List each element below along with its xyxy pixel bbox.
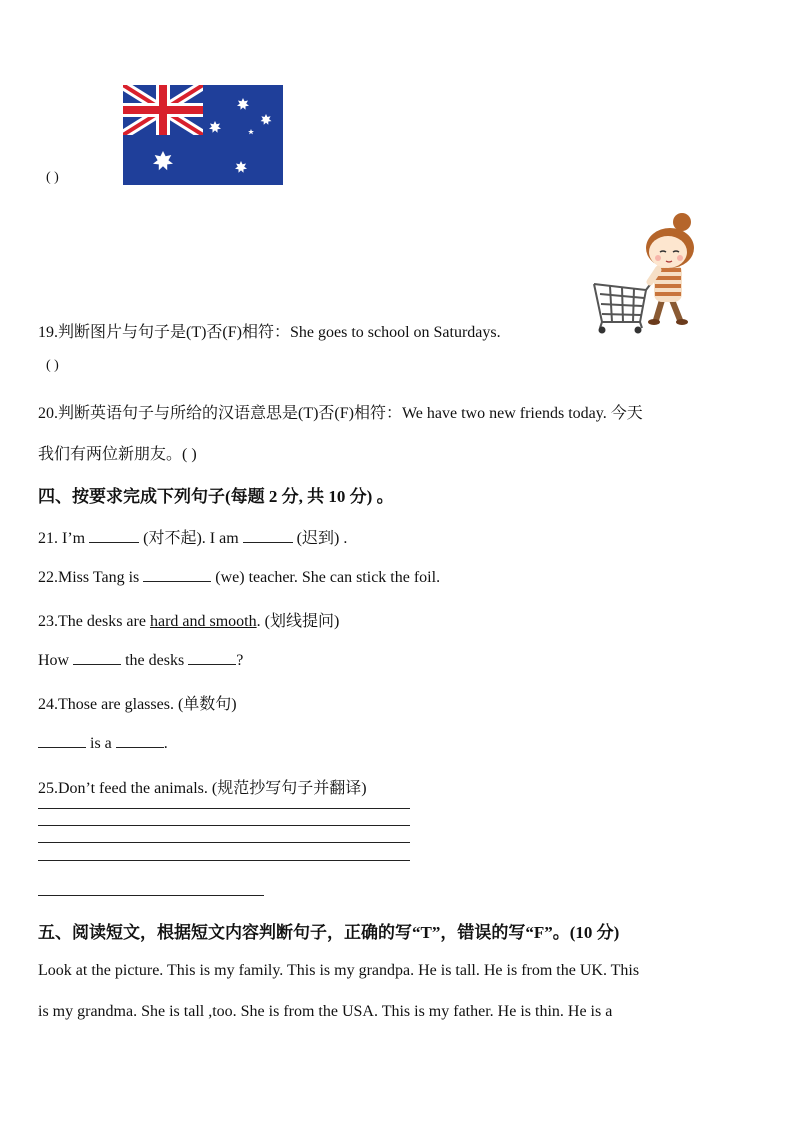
passage-line-2: is my grandma. She is tall ,too. She is from the USA. This is my father. He is thin. He is a (38, 1003, 613, 1020)
q23-answer-b: the desks (125, 652, 185, 669)
q21-blank-2[interactable] (243, 528, 293, 543)
q23-part-b: . (划线提问) (256, 613, 340, 630)
question-21 (38, 525, 347, 548)
q23-answer-c: ? (236, 652, 244, 669)
q23-blank-1[interactable] (73, 650, 121, 665)
question-23 (38, 608, 339, 631)
question-22 (38, 567, 440, 587)
question-25: 25.Don’t feed the animals. (规范抄写句子并翻译) (38, 780, 367, 797)
question-19-answer-bracket[interactable]: ( ) (46, 358, 59, 373)
copy-line-1[interactable] (38, 808, 410, 809)
q21-part-c: (迟到) . (296, 530, 348, 547)
question-20-line-2: 我们有两位新朋友。( ) (38, 446, 197, 463)
passage-line-1: Look at the picture. This is my family. This is my grandpa. He is tall. He is from the UK. This (38, 962, 640, 979)
translation-line[interactable] (38, 895, 264, 896)
question-24: 24.Those are glasses. (单数句) (38, 696, 237, 713)
copy-line-2[interactable] (38, 825, 410, 826)
copy-line-3[interactable] (38, 842, 410, 843)
q24-blank-2[interactable] (116, 733, 164, 748)
section-4-title: 四、按要求完成下列句子(每题 2 分, 共 10 分) 。 (38, 487, 394, 506)
q23-answer-a: How (38, 652, 70, 669)
flag-answer-bracket[interactable]: ( ) (46, 170, 59, 185)
q21-blank-1[interactable] (89, 528, 139, 543)
question-19: 19.判断图片与句子是(T)否(F)相符：She goes to school on Saturdays. (38, 324, 501, 341)
q22-part-b: (we) teacher. She can stick the foil. (215, 569, 441, 586)
australia-flag-image (123, 85, 283, 185)
q24-blank-1[interactable] (38, 733, 86, 748)
q24-answer-a: is a (90, 735, 112, 752)
q24-answer-b: . (163, 735, 168, 752)
question-24-answer (38, 733, 168, 753)
q23-underlined-phrase: hard and smooth (149, 613, 257, 630)
question-23-answer (38, 650, 243, 670)
q23-blank-2[interactable] (188, 650, 236, 665)
q21-part-a: 21. I’m (38, 530, 86, 547)
q21-part-b: (对不起). I am (143, 530, 239, 547)
section-5-title: 五、阅读短文，根据短文内容判断句子，正确的写“T”，错误的写“F”。(10 分) (38, 923, 620, 942)
girl-with-shopping-cart-image (590, 208, 702, 336)
question-20-line-1: 20.判断英语句子与所给的汉语意思是(T)否(F)相符：We have two new friends today. 今天 (38, 405, 643, 422)
q22-blank[interactable] (143, 567, 211, 582)
copy-line-4[interactable] (38, 860, 410, 861)
q23-part-a: 23.The desks are (38, 613, 150, 630)
q22-part-a: 22.Miss Tang is (38, 569, 140, 586)
